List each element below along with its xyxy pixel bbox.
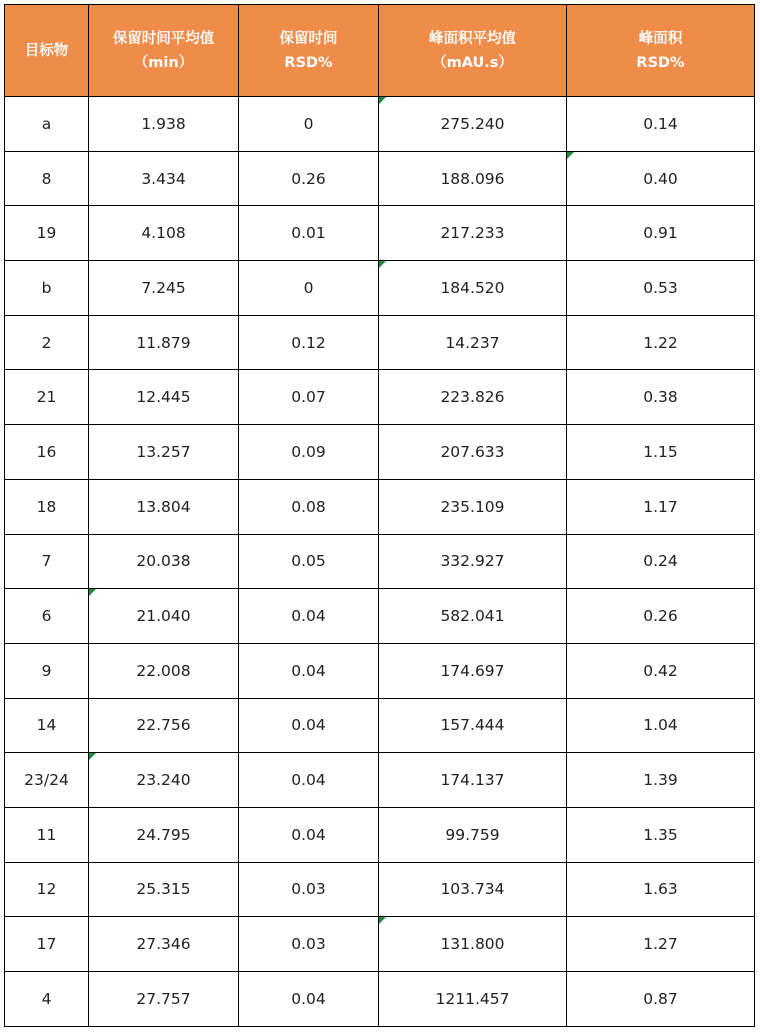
cell-peak-area-mean[interactable] [379,862,567,917]
cell-value: 4.108 [141,224,186,243]
cell-peak-area-rsd[interactable] [567,698,755,753]
table-row [5,917,755,972]
header-retention-time-rsd [239,5,379,97]
cell-value: 99.759 [445,825,500,844]
cell-value: 0.04 [291,989,326,1008]
table-row [5,97,755,152]
cell-value: 157.444 [440,716,505,735]
cell-target[interactable] [5,534,89,589]
cell-value: 13.804 [136,497,191,516]
cell-value: 1211.457 [435,989,510,1008]
cell-value: 131.800 [440,935,505,954]
cell-value: 0.08 [291,497,326,516]
table-row [5,206,755,261]
cell-target[interactable] [5,753,89,808]
cell-target[interactable] [5,807,89,862]
cell-value: 0.40 [643,169,678,188]
table-row [5,753,755,808]
header-label-line: 保留时间 [279,30,338,47]
cell-value: 13.257 [136,442,191,461]
header-label-line: 保留时间平均值 [112,30,215,47]
header-label-line: （mAU.s） [432,54,513,71]
cell-value: 0 [303,114,314,133]
cell-peak-area-mean[interactable] [379,972,567,1027]
header-label-line: 目标物 [24,42,69,59]
cell-value: 27.346 [136,935,191,954]
cell-value: 6 [41,607,52,626]
cell-value: 1.27 [643,935,678,954]
cell-value: 0.04 [291,607,326,626]
table-row [5,261,755,316]
cell-peak-area-rsd[interactable] [567,151,755,206]
cell-peak-area-rsd[interactable] [567,589,755,644]
cell-value: 1.17 [643,497,678,516]
cell-peak-area-rsd[interactable] [567,917,755,972]
cell-retention-time-rsd[interactable] [239,261,379,316]
results-table [4,4,755,1027]
cell-value: 184.520 [440,278,505,297]
cell-retention-time-rsd[interactable] [239,315,379,370]
cell-retention-time-mean[interactable] [89,972,239,1027]
cell-retention-time-mean[interactable] [89,589,239,644]
cell-value: 11.879 [136,333,191,352]
cell-target[interactable] [5,862,89,917]
cell-value: 23.240 [136,771,191,790]
header-label-line: RSD% [636,54,685,71]
cell-value: b [41,278,52,297]
cell-peak-area-rsd[interactable] [567,425,755,480]
cell-retention-time-rsd[interactable] [239,479,379,534]
cell-retention-time-mean[interactable] [89,807,239,862]
cell-retention-time-rsd[interactable] [239,807,379,862]
cell-value: 0.42 [643,661,678,680]
cell-peak-area-mean[interactable] [379,261,567,316]
cell-value: 0.24 [643,552,678,571]
cell-value: 275.240 [440,114,505,133]
cell-value: 582.041 [440,607,505,626]
table-body [5,97,755,1027]
comment-corner-marker [567,152,574,159]
table-row [5,370,755,425]
cell-value: 14.237 [445,333,500,352]
cell-retention-time-rsd[interactable] [239,97,379,152]
cell-retention-time-mean[interactable] [89,534,239,589]
cell-peak-area-mean[interactable] [379,370,567,425]
cell-target[interactable] [5,261,89,316]
cell-value: 0.04 [291,661,326,680]
cell-value: 24.795 [136,825,191,844]
cell-value: 27.757 [136,989,191,1008]
cell-value: 103.734 [440,880,505,899]
cell-retention-time-rsd[interactable] [239,862,379,917]
table-row [5,807,755,862]
cell-peak-area-mean[interactable] [379,206,567,261]
cell-target[interactable] [5,643,89,698]
header-label-line: （min） [133,54,194,71]
cell-retention-time-mean[interactable] [89,151,239,206]
cell-value: 7.245 [141,278,186,297]
table-row [5,862,755,917]
header-label-line: 峰面积 [638,30,683,47]
cell-retention-time-rsd[interactable] [239,917,379,972]
cell-retention-time-rsd[interactable] [239,425,379,480]
cell-peak-area-rsd[interactable] [567,643,755,698]
cell-value: 1.04 [643,716,678,735]
cell-retention-time-rsd[interactable] [239,753,379,808]
cell-value: 0.91 [643,224,678,243]
cell-peak-area-rsd[interactable] [567,807,755,862]
cell-value: 20.038 [136,552,191,571]
cell-retention-time-mean[interactable] [89,261,239,316]
cell-value: 23/24 [24,771,69,790]
cell-value: 0.09 [291,442,326,461]
cell-target[interactable] [5,315,89,370]
cell-value: 0 [303,278,314,297]
cell-value: 0.04 [291,825,326,844]
cell-value: 22.756 [136,716,191,735]
cell-retention-time-mean[interactable] [89,698,239,753]
cell-retention-time-mean[interactable] [89,97,239,152]
cell-retention-time-mean[interactable] [89,425,239,480]
cell-value: 174.137 [440,771,505,790]
cell-peak-area-mean[interactable] [379,589,567,644]
cell-value: 0.04 [291,716,326,735]
cell-value: 9 [41,661,52,680]
cell-value: 0.03 [291,935,326,954]
cell-value: 0.07 [291,388,326,407]
cell-value: 0.01 [291,224,326,243]
cell-peak-area-rsd[interactable] [567,862,755,917]
cell-value: 12.445 [136,388,191,407]
cell-target[interactable] [5,370,89,425]
cell-target[interactable] [5,425,89,480]
table-row [5,534,755,589]
cell-value: 0.87 [643,989,678,1008]
cell-value: 1.39 [643,771,678,790]
cell-value: 1.35 [643,825,678,844]
cell-target[interactable] [5,206,89,261]
cell-peak-area-mean[interactable] [379,698,567,753]
cell-value: 235.109 [440,497,505,516]
table-row [5,151,755,206]
cell-value: 25.315 [136,880,191,899]
cell-value: 3.434 [141,169,186,188]
cell-value: 0.53 [643,278,678,297]
cell-peak-area-rsd[interactable] [567,370,755,425]
comment-corner-marker [379,97,386,104]
comment-corner-marker [379,917,386,924]
header-retention-time-mean [89,5,239,97]
cell-retention-time-mean[interactable] [89,753,239,808]
cell-retention-time-mean[interactable] [89,206,239,261]
cell-peak-area-rsd[interactable] [567,206,755,261]
cell-target[interactable] [5,151,89,206]
cell-peak-area-rsd[interactable] [567,972,755,1027]
cell-value: 0.12 [291,333,326,352]
cell-value: 8 [41,169,52,188]
cell-value: 17 [36,935,57,954]
table-row [5,643,755,698]
cell-retention-time-rsd[interactable] [239,370,379,425]
cell-value: 1.63 [643,880,678,899]
table-row [5,589,755,644]
cell-peak-area-mean[interactable] [379,753,567,808]
table-row [5,425,755,480]
comment-corner-marker [89,589,96,596]
cell-value: 0.26 [291,169,326,188]
cell-value: 1.938 [141,114,186,133]
cell-peak-area-rsd[interactable] [567,315,755,370]
cell-value: 11 [36,825,57,844]
cell-retention-time-mean[interactable] [89,917,239,972]
header-row [5,5,755,97]
table-row [5,972,755,1027]
cell-value: 1.15 [643,442,678,461]
cell-value: 0.26 [643,607,678,626]
cell-value: a [41,114,52,133]
cell-value: 4 [41,989,52,1008]
cell-peak-area-rsd[interactable] [567,261,755,316]
comment-corner-marker [379,261,386,268]
cell-retention-time-rsd[interactable] [239,643,379,698]
cell-value: 207.633 [440,442,505,461]
cell-value: 223.826 [440,388,505,407]
cell-value: 0.03 [291,880,326,899]
cell-target[interactable] [5,972,89,1027]
cell-value: 332.927 [440,552,505,571]
cell-value: 18 [36,497,57,516]
table-row [5,698,755,753]
cell-peak-area-mean[interactable] [379,917,567,972]
cell-value: 16 [36,442,57,461]
cell-peak-area-rsd[interactable] [567,97,755,152]
cell-peak-area-mean[interactable] [379,97,567,152]
cell-value: 0.04 [291,771,326,790]
cell-value: 22.008 [136,661,191,680]
cell-value: 21 [36,388,57,407]
cell-retention-time-mean[interactable] [89,315,239,370]
cell-value: 0.14 [643,114,678,133]
cell-value: 0.38 [643,388,678,407]
cell-value: 188.096 [440,169,505,188]
cell-target[interactable] [5,97,89,152]
cell-peak-area-mean[interactable] [379,425,567,480]
cell-value: 14 [36,716,57,735]
cell-value: 21.040 [136,607,191,626]
cell-peak-area-mean[interactable] [379,807,567,862]
cell-retention-time-mean[interactable] [89,479,239,534]
header-target [5,5,89,97]
cell-peak-area-rsd[interactable] [567,753,755,808]
cell-value: 12 [36,880,57,899]
cell-peak-area-mean[interactable] [379,315,567,370]
cell-peak-area-mean[interactable] [379,534,567,589]
cell-retention-time-rsd[interactable] [239,589,379,644]
table-row [5,315,755,370]
comment-corner-marker [89,753,96,760]
cell-retention-time-rsd[interactable] [239,698,379,753]
header-peak-area-mean [379,5,567,97]
cell-target[interactable] [5,479,89,534]
cell-value: 217.233 [440,224,505,243]
cell-retention-time-rsd[interactable] [239,972,379,1027]
cell-retention-time-rsd[interactable] [239,151,379,206]
cell-target[interactable] [5,698,89,753]
cell-retention-time-mean[interactable] [89,862,239,917]
cell-peak-area-mean[interactable] [379,479,567,534]
cell-target[interactable] [5,917,89,972]
cell-retention-time-mean[interactable] [89,643,239,698]
cell-peak-area-rsd[interactable] [567,534,755,589]
cell-peak-area-mean[interactable] [379,643,567,698]
cell-value: 1.22 [643,333,678,352]
header-label-line: 峰面积平均值 [429,30,516,47]
cell-value: 174.697 [440,661,505,680]
cell-retention-time-rsd[interactable] [239,206,379,261]
cell-target[interactable] [5,589,89,644]
cell-value: 2 [41,333,52,352]
cell-value: 19 [36,224,57,243]
cell-value: 0.05 [291,552,326,571]
header-peak-area-rsd [567,5,755,97]
cell-peak-area-rsd[interactable] [567,479,755,534]
cell-retention-time-mean[interactable] [89,370,239,425]
cell-retention-time-rsd[interactable] [239,534,379,589]
cell-value: 7 [41,552,52,571]
table-row [5,479,755,534]
header-label-line: RSD% [284,54,333,71]
cell-peak-area-mean[interactable] [379,151,567,206]
